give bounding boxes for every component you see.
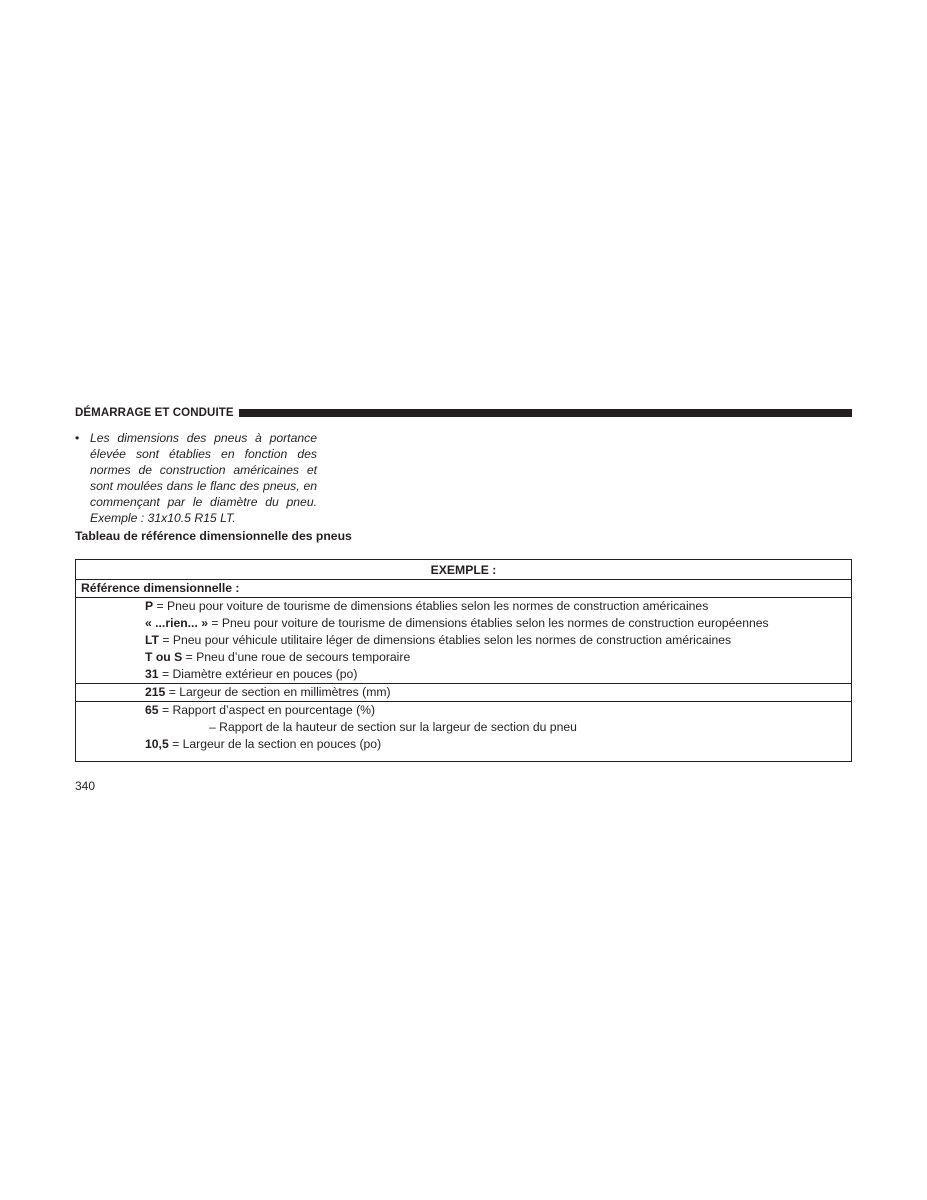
table-row [76,615,851,632]
table-title: Tableau de référence dimensionnelle des pneus [75,529,352,543]
section-header-rule [239,409,852,417]
row-description: = Pneu d’une roue de secours temporaire [182,650,411,664]
table-section-width [76,684,851,702]
row-description: = Largeur de section en millimètres (mm) [165,685,391,699]
table-row [76,666,851,683]
row-term: « ...rien... » [145,616,208,630]
page-number: 340 [75,779,96,793]
table-row [76,598,851,615]
bullet-text: Les dimensions des pneus à portance élevée sont établies en fonction des normes de construction américaines et sont moulées dans le flanc des pneus, en commençant par le diamètre du pneu. Exemple : 31x10.5 R15 LT. [90,431,317,525]
row-term: P [145,599,154,613]
bullet-icon: • [75,431,80,445]
bullet-item [75,430,317,526]
table-section-type [76,598,851,684]
table-header: EXEMPLE : [76,560,851,580]
table-row [76,649,851,666]
table-row [76,684,851,701]
table-row [76,702,851,719]
row-term: T ou S [145,650,183,664]
row-term: 31 [145,667,159,681]
row-term: 65 [145,703,159,717]
row-term: 215 [145,685,166,699]
row-description: = Pneu pour voiture de tourisme de dimensions établies selon les normes de construction américaines [153,599,709,613]
row-description: = Rapport d’aspect en pourcentage (%) [158,703,376,717]
table-reference-label: Référence dimensionnelle : [76,580,851,598]
row-description: = Diamètre extérieur en pouces (po) [158,667,358,681]
section-header [75,406,852,420]
tire-reference-table [75,559,852,762]
row-term: 10,5 [145,737,169,751]
row-description: = Largeur de la section en pouces (po) [168,737,382,751]
table-row [76,736,851,753]
row-term: LT [145,633,159,647]
row-description: = Pneu pour voiture de tourisme de dimensions établies selon les normes de construction européennes [208,616,769,630]
table-row [76,632,851,649]
row-description: = Pneu pour véhicule utilitaire léger de dimensions établies selon les normes de construction américaines [158,633,732,647]
table-row-subnote: – Rapport de la hauteur de section sur la largeur de section du pneu [209,720,577,734]
section-header-title: DÉMARRAGE ET CONDUITE [75,407,234,419]
table-section-aspect [76,702,851,753]
